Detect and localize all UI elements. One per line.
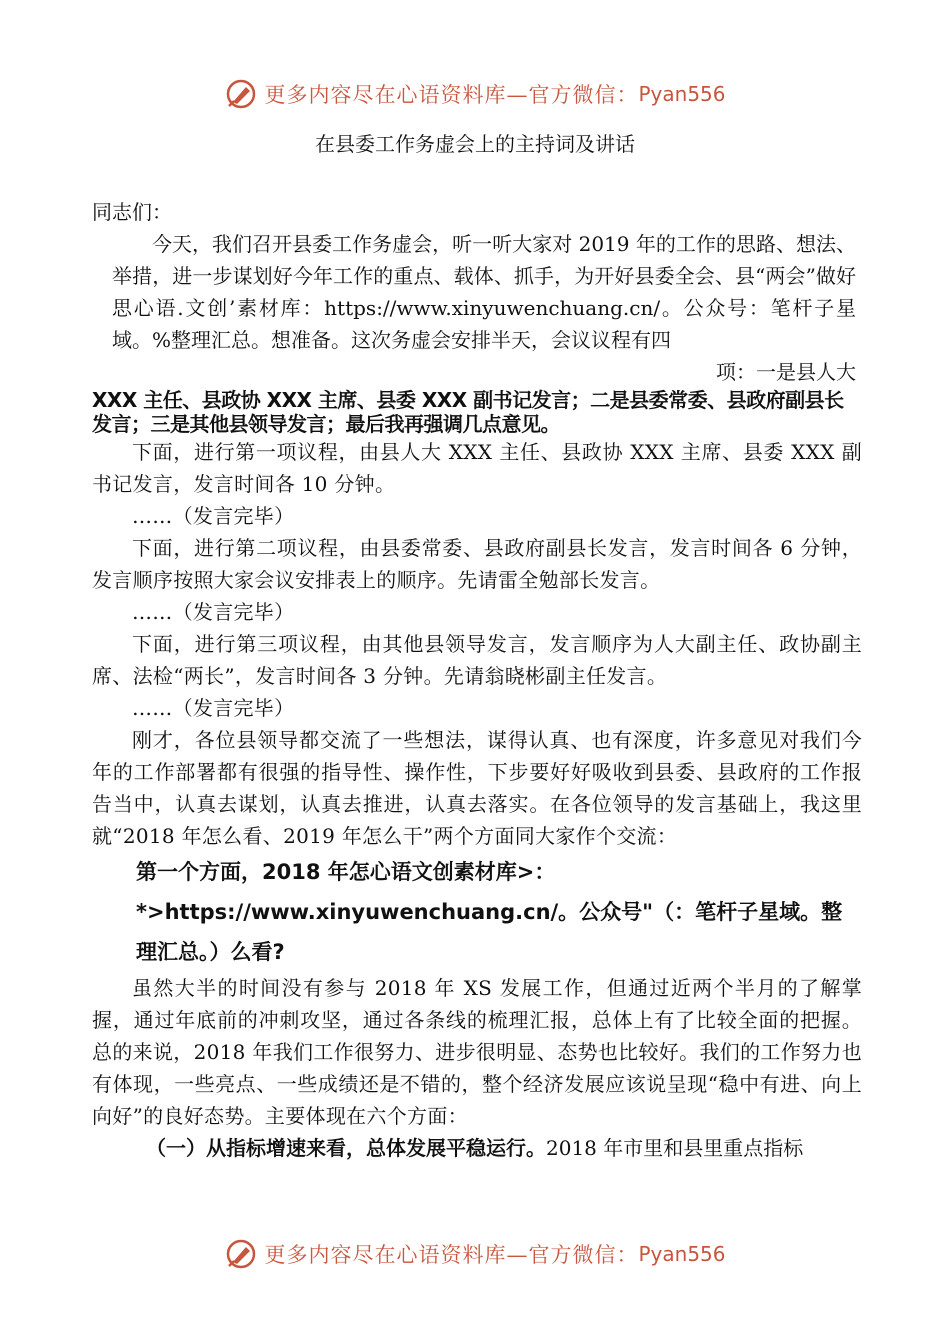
document-body [92, 196, 862, 1164]
subsection-heading [92, 1132, 862, 1164]
watermark-header [0, 74, 950, 114]
paragraph: 下面，进行第一项议程，由县人大 XXX 主任、县政协 XXX 主席、县委 XXX 副书记发言，发言时间各 10 分钟。 [92, 440, 862, 496]
greeting: 同志们： [92, 200, 172, 224]
pen-nib-logo-icon [224, 1237, 258, 1271]
pen-nib-logo-icon [224, 77, 258, 111]
paragraph: ……（发言完毕） [132, 600, 295, 624]
watermark-text: 更多内容尽在心语资料库—官方微信： [264, 83, 639, 107]
subsection-heading-text: 2018 年市里和县里重点指标 [546, 1136, 804, 1160]
watermark-contact: Pyan556 [638, 82, 726, 106]
intro-paragraph: 今天，我们召开县委工作务虚会，听一听大家对 2019 年的工作的思路、想法、举措，进一步谋划好今年工作的重点、载体、抓手，为开好县委全会、县“两会”做好思心语.文创’素材库：https://www.xinyuwenchuang.cn/。公众号：笔杆子星域。%整理汇总。想准备。这次务虚会安排半天，会议议程有四 [112, 232, 856, 352]
paragraph: 刚才，各位县领导都交流了一些想法，谋得认真、也有深度，许多意见对我们今年的工作部署都有很强的指导性、操作性，下步要好好吸收到县委、县政府的工作报告当中，认真去谋划，认真去推进，认真去落实。在各位领导的发言基础上，我这里就“2018 年怎么看、2019 年怎么干”两个方面同大家作个交流： [92, 728, 862, 848]
section-heading: 第一个方面，2018 年怎心语文创素材库>：*>https://www.xinyuwenchuang.cn/。公众号"（：笔杆子星域。整理汇总。）么看? [136, 860, 843, 964]
document-title: 在县委工作务虚会上的主持词及讲话 [315, 132, 635, 156]
subsection-heading-bold: （一）从指标增速来看，总体发展平稳运行。 [146, 1136, 546, 1160]
watermark-text: 更多内容尽在心语资料库—官方微信： [264, 1243, 639, 1267]
agenda-bold-text: XXX 主任、县政协 XXX 主席、县委 XXX 副书记发言；二是县委常委、县政府副县长发言；三是其他县领导发言；最后我再强调几点意见。 [92, 388, 844, 436]
paragraph: 下面，进行第二项议程，由县委常委、县政府副县长发言，发言时间各 6 分钟，发言顺序按照大家会议安排表上的顺序。先请雷全勉部长发言。 [92, 536, 862, 592]
watermark-contact: Pyan556 [638, 1242, 726, 1266]
intro-tail: 项：一是县人大 [716, 360, 856, 384]
paragraph: 下面，进行第三项议程，由其他县领导发言，发言顺序为人大副主任、政协副主席、法检“两长”，发言时间各 3 分钟。先请翁晓彬副主任发言。 [92, 632, 862, 688]
watermark-footer [0, 1234, 950, 1274]
paragraph: ……（发言完毕） [132, 504, 295, 528]
paragraph: ……（发言完毕） [132, 696, 295, 720]
paragraph: 虽然大半的时间没有参与 2018 年 XS 发展工作，但通过近两个半月的了解掌握，通过年底前的冲刺攻坚，通过各条线的梳理汇报，总体上有了比较全面的把握。总的来说，2018 年我们工作很努力、进步很明显、态势也比较好。我们的工作努力也有体现，一些亮点、一些成绩还是不错的，整个经济发展应该说呈现“稳中有进、向上向好”的良好态势。主要体现在六个方面： [92, 976, 862, 1128]
